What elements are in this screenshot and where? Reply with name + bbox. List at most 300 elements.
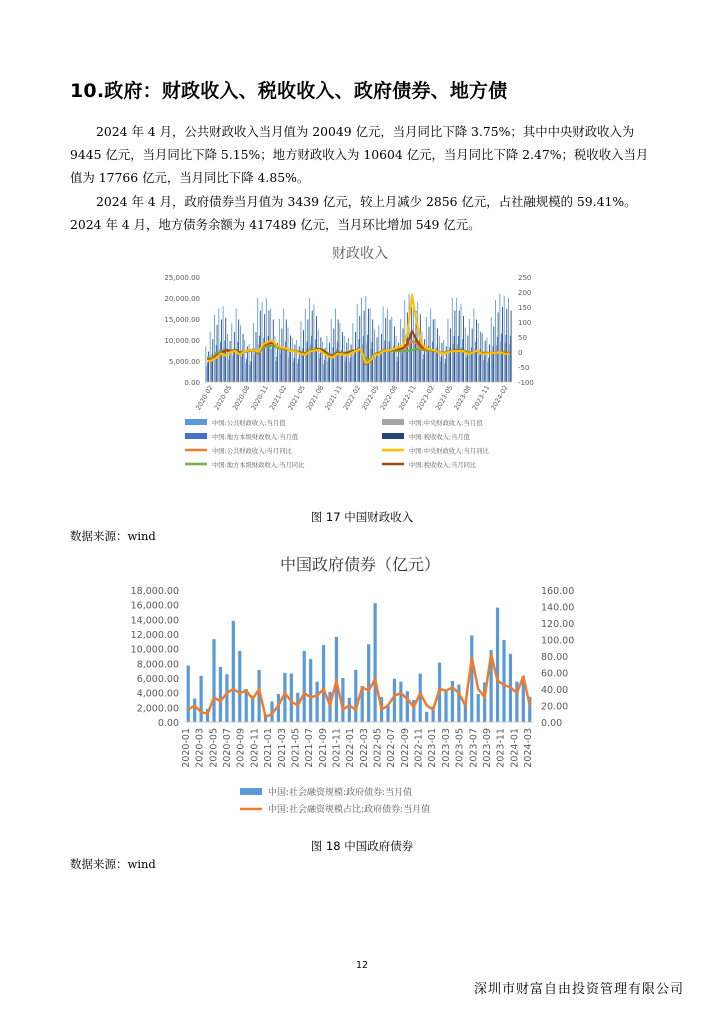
- revenue-bar: [328, 357, 329, 382]
- revenue-bar: [251, 350, 252, 382]
- x-tick-label: 2022-01: [345, 728, 357, 768]
- legend-label: 中国:公共财政收入:当月同比: [212, 448, 292, 455]
- revenue-bar: [461, 304, 462, 382]
- revenue-bar: [489, 345, 490, 382]
- government-bond-bar: [193, 699, 196, 722]
- revenue-bar: [294, 358, 295, 382]
- revenue-bar: [223, 306, 224, 382]
- revenue-bar: [344, 336, 345, 382]
- revenue-bar: [491, 317, 492, 382]
- y-left-tick-label: 10,000.00: [164, 337, 200, 345]
- legend-label: 中国:地方本级财政收入:当月同比: [212, 462, 305, 469]
- x-tick-label: 2020-02: [194, 384, 215, 412]
- section-heading: 10.政府：财政收入、税收收入、政府债券、地方债: [70, 80, 508, 102]
- y-left-tick-label: 2,000.00: [136, 703, 179, 715]
- x-tick-label: 2022-08: [378, 384, 400, 412]
- revenue-bar: [361, 298, 362, 382]
- x-tick-label: 2022-07: [386, 728, 398, 768]
- revenue-bar: [232, 356, 233, 382]
- revenue-bar: [456, 298, 457, 382]
- revenue-bar: [409, 342, 410, 382]
- revenue-bar: [207, 362, 208, 382]
- y-left-tick-label: 6,000.00: [136, 674, 179, 685]
- revenue-bar: [487, 362, 488, 382]
- revenue-bar: [441, 343, 442, 382]
- revenue-bar: [312, 311, 313, 382]
- revenue-bar: [315, 339, 316, 382]
- government-bond-bar: [187, 666, 190, 722]
- x-tick-label: 2023-02: [415, 384, 436, 412]
- government-bond-bar: [457, 685, 460, 722]
- revenue-bar: [387, 309, 388, 383]
- government-bonds-chart: [110, 580, 600, 820]
- revenue-bar: [443, 340, 444, 382]
- revenue-bar: [504, 296, 505, 382]
- revenue-bar: [243, 334, 244, 382]
- revenue-bar: [440, 361, 441, 382]
- revenue-bar: [463, 316, 464, 382]
- x-tick-label: 2020-01: [181, 728, 192, 768]
- revenue-bar: [237, 342, 238, 382]
- revenue-bar: [505, 335, 506, 382]
- revenue-bar: [472, 328, 473, 382]
- x-tick-label: 2023-03: [440, 728, 452, 768]
- y-right-tick-label: 50: [518, 334, 527, 342]
- revenue-bar: [505, 343, 506, 382]
- revenue-bar: [292, 338, 293, 382]
- revenue-bar: [224, 340, 225, 382]
- x-tick-label: 2020-07: [222, 728, 234, 768]
- revenue-bar: [271, 349, 272, 382]
- revenue-bar: [326, 336, 327, 382]
- revenue-bar: [331, 319, 332, 382]
- y-right-tick-label: 120.00: [541, 619, 575, 630]
- revenue-bar: [450, 328, 451, 382]
- revenue-bar: [298, 359, 299, 382]
- revenue-bar: [305, 309, 306, 383]
- revenue-bar: [502, 307, 503, 382]
- government-bond-bar: [225, 674, 228, 722]
- revenue-bar: [486, 338, 487, 382]
- revenue-bar: [286, 320, 287, 382]
- revenue-bar: [340, 356, 341, 382]
- chart2-title: 中国政府债券（亿元）: [279, 555, 440, 574]
- government-bond-bar: [425, 712, 428, 722]
- revenue-bar: [482, 334, 483, 382]
- government-bond-bar: [374, 603, 377, 722]
- revenue-bar: [459, 311, 460, 382]
- government-bond-bar: [290, 674, 293, 722]
- revenue-bar: [500, 342, 501, 382]
- company-name: 深圳市财富自由投资管理有限公司: [473, 982, 684, 997]
- revenue-bar: [262, 346, 263, 382]
- x-tick-label: 2022-09: [399, 728, 411, 768]
- revenue-bar: [236, 309, 237, 383]
- revenue-bar: [229, 355, 230, 382]
- revenue-bar: [377, 337, 378, 382]
- revenue-bar: [313, 304, 314, 382]
- government-bond-bar: [322, 645, 325, 722]
- revenue-bar: [253, 323, 254, 382]
- y-left-tick-label: 8,000.00: [136, 659, 179, 671]
- x-tick-label: 2020-08: [231, 384, 252, 412]
- revenue-bar: [454, 336, 455, 382]
- revenue-bar: [498, 312, 499, 382]
- revenue-bar: [493, 327, 494, 382]
- y-right-tick-label: 0: [518, 349, 523, 357]
- revenue-bar: [257, 298, 258, 382]
- revenue-bar: [410, 333, 411, 382]
- x-tick-label: 2021-05: [286, 384, 307, 412]
- revenue-bar: [462, 339, 463, 382]
- revenue-bar: [480, 332, 481, 382]
- revenue-bar: [276, 357, 277, 382]
- revenue-bar: [368, 309, 369, 382]
- revenue-bar: [333, 347, 334, 382]
- revenue-bar: [381, 334, 382, 382]
- revenue-bar: [371, 349, 372, 382]
- x-tick-label: 2023-11: [495, 728, 507, 768]
- revenue-bar: [228, 360, 229, 382]
- revenue-bar: [288, 327, 289, 382]
- revenue-bar: [301, 355, 302, 382]
- revenue-bar: [364, 311, 365, 382]
- revenue-bar: [372, 320, 373, 382]
- x-tick-label: 2022-03: [358, 728, 370, 768]
- government-bond-bar: [496, 608, 499, 722]
- revenue-bar: [370, 309, 371, 383]
- x-tick-label: 2020-05: [208, 728, 220, 768]
- revenue-bar: [465, 327, 466, 382]
- government-bond-bar: [296, 693, 299, 722]
- revenue-bar: [318, 330, 319, 383]
- revenue-bar: [479, 356, 480, 382]
- x-tick-label: 2022-05: [360, 384, 381, 412]
- revenue-bar: [430, 309, 431, 383]
- revenue-bar: [467, 336, 468, 382]
- revenue-bar: [383, 306, 384, 382]
- y-left-tick-label: 4,000.00: [136, 688, 179, 700]
- revenue-bar: [244, 340, 245, 382]
- x-tick-label: 2023-05: [433, 384, 455, 412]
- government-bond-bar: [303, 651, 306, 722]
- revenue-bar: [335, 309, 336, 383]
- y-right-tick-label: -100: [518, 379, 534, 387]
- revenue-bar: [245, 363, 246, 382]
- y-left-tick-label: 15,000.00: [164, 316, 200, 324]
- government-bond-bar: [238, 651, 241, 722]
- revenue-bar: [392, 353, 393, 382]
- revenue-bar: [448, 354, 449, 382]
- revenue-bar: [227, 334, 228, 382]
- revenue-bar: [255, 350, 256, 382]
- revenue-bar: [418, 346, 419, 382]
- revenue-bar: [205, 346, 206, 382]
- revenue-bar: [280, 354, 281, 382]
- revenue-bar: [283, 309, 284, 383]
- revenue-bar: [427, 353, 428, 382]
- y-right-tick-label: 0.00: [541, 718, 563, 729]
- y-left-tick-label: 0.00: [184, 379, 200, 387]
- revenue-bar: [337, 342, 338, 382]
- x-tick-label: 2021-09: [317, 728, 329, 768]
- x-tick-label: 2020-03: [194, 728, 206, 768]
- revenue-bar: [432, 342, 433, 382]
- revenue-bar: [495, 300, 496, 382]
- revenue-bar: [282, 328, 283, 382]
- revenue-bar: [492, 353, 493, 382]
- figure17-caption: 图 17 中国财政收入: [310, 510, 414, 524]
- revenue-bar: [379, 356, 380, 382]
- x-tick-label: 2021-05: [290, 728, 302, 768]
- revenue-bar: [260, 311, 261, 382]
- revenue-bar: [493, 346, 494, 382]
- revenue-bar: [293, 362, 294, 382]
- revenue-bar: [466, 357, 467, 382]
- x-tick-label: 2023-01: [427, 728, 439, 768]
- revenue-bar: [355, 332, 356, 382]
- revenue-bar: [348, 338, 349, 382]
- revenue-bar: [284, 349, 285, 382]
- x-tick-label: 2022-02: [341, 384, 363, 412]
- revenue-bar: [461, 347, 462, 382]
- revenue-bar: [384, 340, 385, 382]
- revenue-bar: [279, 319, 280, 382]
- government-bond-bar: [367, 644, 370, 722]
- x-tick-label: 2020-05: [212, 384, 234, 412]
- revenue-bar: [422, 359, 423, 382]
- government-bond-bar: [348, 698, 351, 722]
- revenue-bar: [510, 336, 511, 382]
- revenue-bar: [345, 361, 346, 382]
- government-bond-bar: [200, 676, 203, 722]
- government-bond-bar: [470, 635, 473, 722]
- revenue-bar: [267, 344, 268, 382]
- revenue-bar: [338, 320, 339, 382]
- revenue-bar: [431, 349, 432, 382]
- legend-swatch: [240, 788, 262, 795]
- revenue-bar: [272, 342, 273, 382]
- revenue-bar: [384, 348, 385, 382]
- revenue-bar: [441, 357, 442, 382]
- y-right-tick-label: 20.00: [541, 701, 569, 713]
- revenue-bar: [475, 342, 476, 382]
- x-tick-label: 2021-02: [267, 384, 289, 412]
- legend-label: 中国:公共财政收入:当月值: [212, 420, 286, 427]
- revenue-bar: [394, 327, 395, 382]
- government-bond-bar: [393, 679, 396, 722]
- revenue-bar: [303, 330, 304, 382]
- x-tick-label: 2023-09: [481, 728, 493, 768]
- y-right-tick-label: 150: [518, 304, 532, 312]
- x-tick-label: 2020-11: [249, 728, 261, 768]
- revenue-bar: [290, 336, 291, 382]
- revenue-bar: [445, 359, 446, 382]
- y-left-tick-label: 5,000.00: [168, 358, 200, 366]
- revenue-bar: [380, 351, 381, 382]
- revenue-bar: [218, 309, 219, 383]
- revenue-bar: [259, 336, 260, 382]
- revenue-bar: [327, 361, 328, 382]
- legend-label: 中国:税收收入:当月值: [409, 434, 470, 441]
- revenue-bar: [429, 327, 430, 382]
- revenue-bar: [506, 309, 507, 382]
- x-tick-label: 2024-02: [489, 384, 510, 412]
- legend-label: 中国:社会融资规模占比:政府债券:当月值: [268, 805, 431, 815]
- y-right-tick-label: 200: [518, 289, 532, 297]
- y-right-tick-label: 80.00: [541, 652, 569, 663]
- y-right-tick-label: 250: [518, 274, 532, 282]
- government-bond-bar: [335, 637, 338, 722]
- x-tick-label: 2024-01: [509, 728, 521, 768]
- government-bond-bar: [309, 659, 312, 722]
- revenue-bar: [454, 311, 455, 382]
- revenue-bar: [262, 302, 263, 382]
- government-bond-bar: [444, 690, 447, 722]
- revenue-bar: [322, 342, 323, 382]
- revenue-bar: [480, 350, 481, 382]
- revenue-bar: [273, 320, 274, 382]
- revenue-bar: [397, 357, 398, 382]
- revenue-bar: [508, 298, 509, 382]
- x-tick-label: 2021-11: [331, 728, 343, 768]
- revenue-bar: [469, 319, 470, 382]
- revenue-bar: [397, 361, 398, 382]
- revenue-bar: [375, 358, 376, 382]
- y-left-tick-label: 25,000.00: [164, 274, 200, 282]
- revenue-bar: [329, 343, 330, 382]
- revenue-bar: [388, 349, 389, 382]
- revenue-bar: [216, 345, 217, 382]
- y-left-tick-label: 14,000.00: [130, 615, 179, 627]
- revenue-bar: [422, 332, 423, 382]
- x-tick-label: 2023-07: [468, 728, 480, 768]
- revenue-bar: [358, 339, 359, 382]
- legend-swatch: [382, 419, 404, 425]
- legend-label: 中国:地方本级财政收入:当月值: [212, 434, 299, 441]
- y-right-tick-label: 140.00: [541, 602, 575, 614]
- revenue-bar: [411, 307, 412, 382]
- x-tick-label: 2022-05: [372, 728, 384, 768]
- revenue-bar: [444, 363, 445, 382]
- revenue-bar: [297, 363, 298, 382]
- revenue-bar: [439, 336, 440, 382]
- legend-swatch: [185, 419, 207, 425]
- government-bond-bar: [399, 682, 402, 722]
- revenue-bar: [256, 332, 257, 382]
- revenue-bar: [350, 358, 351, 382]
- revenue-bar: [246, 359, 247, 382]
- revenue-bar: [281, 347, 282, 382]
- y-left-tick-label: 18,000.00: [130, 586, 179, 597]
- x-tick-label: 2023-05: [454, 728, 466, 768]
- revenue-bar: [470, 354, 471, 382]
- revenue-bar: [296, 340, 297, 382]
- revenue-bar: [365, 296, 366, 382]
- revenue-bar: [458, 336, 459, 382]
- x-tick-label: 2024-03: [523, 728, 534, 768]
- legend-label: 中国:税收收入:当月同比: [409, 462, 477, 469]
- revenue-bar: [371, 342, 372, 382]
- revenue-bar: [241, 356, 242, 382]
- revenue-bar: [497, 337, 498, 382]
- x-tick-label: 2023-08: [452, 384, 473, 412]
- revenue-bar: [320, 337, 321, 382]
- figure18-caption: 图 18 中国政府债券: [310, 839, 414, 853]
- revenue-bar: [423, 354, 424, 382]
- revenue-bar: [501, 333, 502, 382]
- revenue-bar: [474, 349, 475, 382]
- legend-label: 中国:中央财政收入:当月值: [409, 420, 483, 427]
- revenue-bar: [211, 359, 212, 382]
- revenue-bar: [320, 353, 321, 382]
- revenue-bar: [230, 341, 231, 382]
- revenue-bar: [349, 362, 350, 382]
- revenue-bar: [242, 351, 243, 382]
- revenue-bar: [452, 298, 453, 382]
- x-tick-label: 2022-11: [397, 384, 418, 412]
- y-right-tick-label: -50: [518, 364, 530, 372]
- revenue-bar: [448, 319, 449, 382]
- revenue-bar: [324, 360, 325, 382]
- x-tick-label: 2021-03: [276, 728, 288, 768]
- government-bond-bar: [502, 640, 505, 722]
- government-bond-bar: [232, 621, 235, 722]
- figure18-source: 数据来源：wind: [70, 857, 156, 871]
- paragraph-government-bonds: 2024 年 4 月，政府债券当月值为 3439 亿元，较上月减少 2856 亿元，占社融规模的 59.41%。2024 年 4 月，地方债务余额为 417489 亿元，当月环比增加 549 亿元。: [70, 194, 637, 232]
- government-bond-bar: [477, 694, 480, 722]
- revenue-bar: [311, 336, 312, 382]
- revenue-bar: [323, 364, 324, 382]
- revenue-bar: [485, 341, 486, 382]
- chart1-title: 财政收入: [332, 246, 388, 262]
- legend-swatch: [185, 433, 207, 439]
- government-bond-bar: [212, 639, 215, 722]
- y-left-tick-label: 0.00: [157, 718, 179, 729]
- revenue-bar: [288, 357, 289, 382]
- x-tick-label: 2022-11: [413, 728, 425, 768]
- y-right-tick-label: 40.00: [541, 685, 569, 696]
- revenue-bar: [488, 358, 489, 382]
- x-tick-label: 2020-11: [249, 384, 271, 412]
- revenue-bar: [314, 347, 315, 382]
- revenue-bar: [254, 356, 255, 382]
- revenue-bar: [342, 332, 343, 382]
- legend-swatch: [382, 433, 404, 439]
- revenue-bar: [250, 365, 251, 382]
- page-number: 12: [355, 960, 369, 971]
- revenue-bar: [511, 310, 512, 382]
- figure17-source: 数据来源：wind: [70, 529, 156, 543]
- revenue-bar: [220, 342, 221, 382]
- revenue-bar: [496, 345, 497, 382]
- x-tick-label: 2021-08: [304, 384, 326, 412]
- revenue-bar: [403, 328, 404, 382]
- y-left-tick-label: 10,000.00: [130, 644, 179, 656]
- revenue-bar: [473, 309, 474, 383]
- revenue-bar: [233, 350, 234, 382]
- revenue-bar: [275, 361, 276, 382]
- revenue-bar: [467, 352, 468, 382]
- y-left-tick-label: 12,000.00: [130, 630, 179, 641]
- revenue-bar: [346, 343, 347, 382]
- fiscal-revenue-chart: [150, 265, 580, 480]
- y-right-tick-label: 160.00: [541, 586, 575, 597]
- x-tick-label: 2021-07: [304, 728, 316, 768]
- government-bond-bar: [406, 691, 409, 722]
- y-right-tick-label: 100: [518, 319, 532, 327]
- x-tick-label: 2023-11: [470, 384, 492, 412]
